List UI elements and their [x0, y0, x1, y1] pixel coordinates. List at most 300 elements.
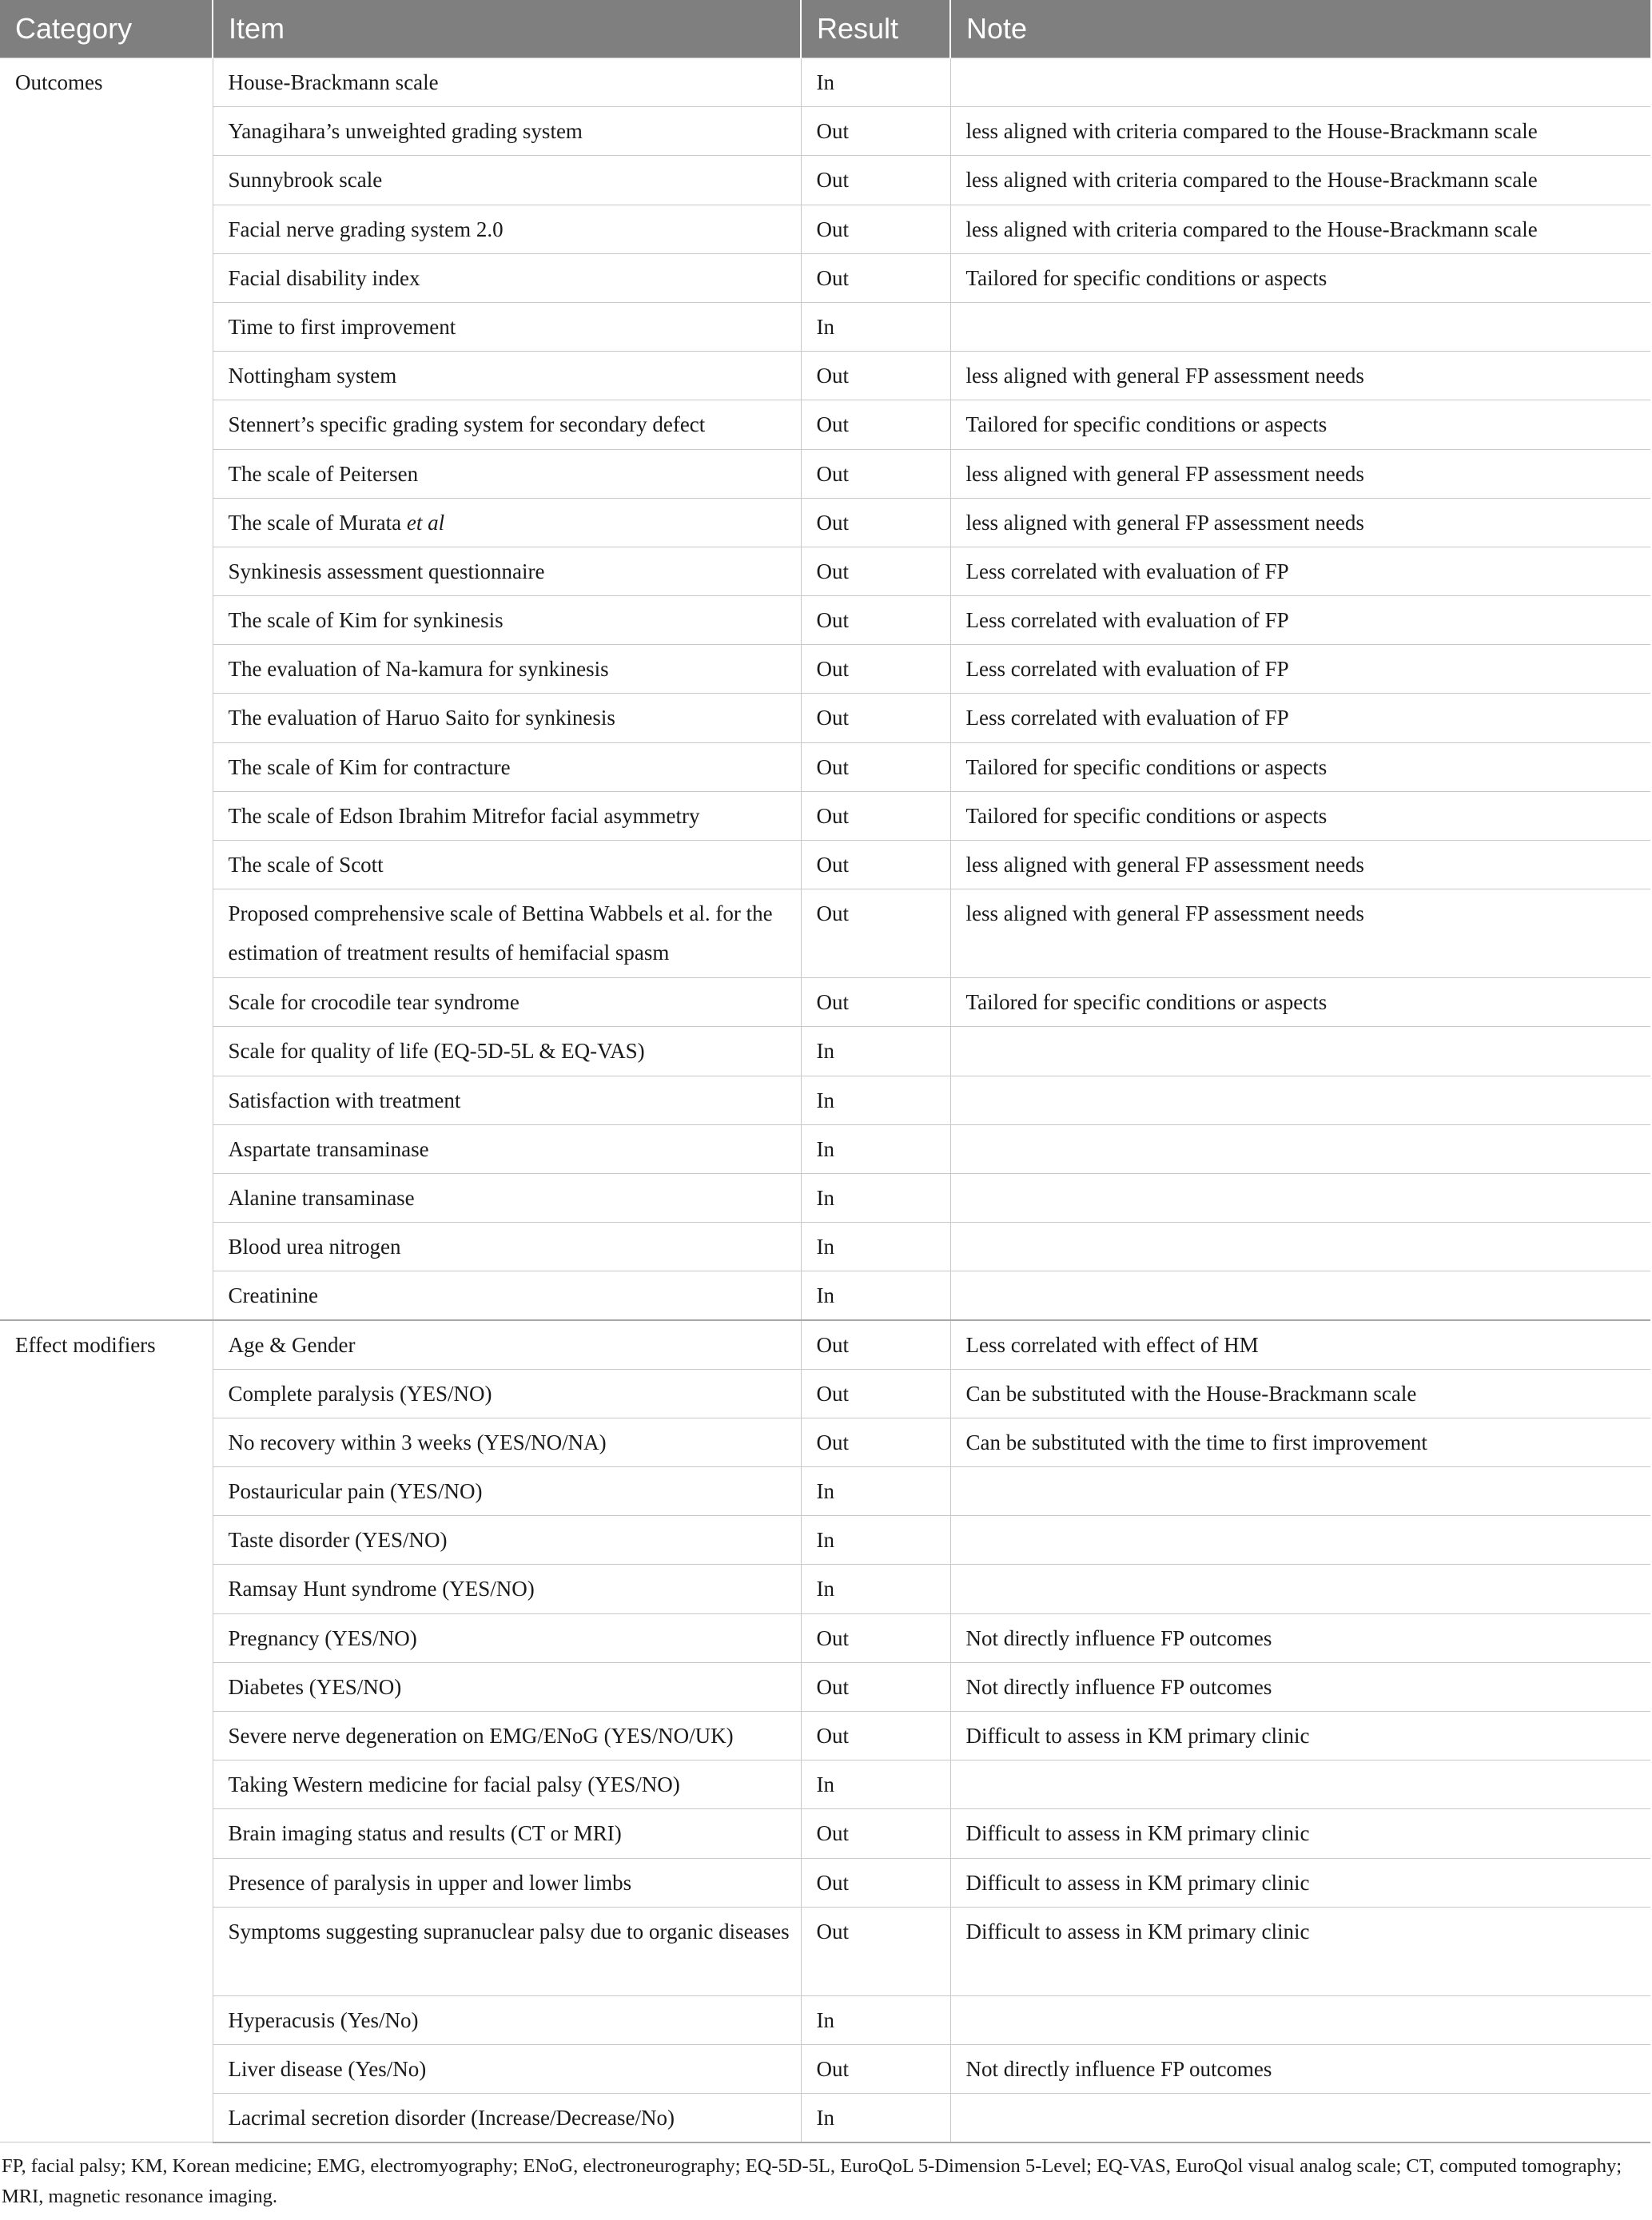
- result-cell: [801, 498, 950, 547]
- result-cell: [801, 2044, 950, 2093]
- result-cell: [801, 1173, 950, 1222]
- result-text: In: [816, 1283, 834, 1308]
- item-text: The scale of Peitersen: [228, 461, 419, 486]
- item-text: Liver disease (Yes/No): [228, 2056, 427, 2081]
- result-cell: [801, 1565, 950, 1613]
- note-text: less aligned with criteria compared to the House-Brackmann scale: [965, 119, 1538, 144]
- result-text: Out: [816, 1430, 849, 1454]
- item-text: Presence of paralysis in upper and lower limbs: [228, 1870, 632, 1895]
- item-wrap: [229, 1032, 791, 1071]
- note-text: Less correlated with evaluation of FP: [965, 608, 1289, 633]
- item-text: Complete paralysis (YES/NO): [228, 1381, 492, 1406]
- item-cell: [213, 1271, 801, 1320]
- item-cell: [213, 2094, 801, 2142]
- result-cell: [801, 400, 950, 449]
- table-row: [0, 1320, 1650, 1369]
- result-cell: [801, 1662, 950, 1711]
- result-cell: [801, 1369, 950, 1418]
- result-text: Out: [816, 364, 849, 388]
- result-text: Out: [816, 1919, 849, 1943]
- note-text: Difficult to assess in KM primary clinic: [965, 1919, 1310, 1943]
- table-row: [0, 1995, 1650, 2044]
- result-text: Out: [816, 1381, 849, 1406]
- item-cell: [213, 1858, 801, 1907]
- item-cell: [213, 547, 801, 595]
- result-text: In: [816, 1088, 834, 1112]
- note-text: Less correlated with effect of HM: [965, 1333, 1259, 1357]
- note-cell: [950, 449, 1650, 498]
- item-text: The scale of Murata: [228, 510, 402, 535]
- result-cell: [801, 1418, 950, 1466]
- note-cell: [950, 2044, 1650, 2093]
- table-row: [0, 302, 1650, 351]
- header-category: Category: [0, 0, 213, 58]
- note-text: Tailored for specific conditions or aspects: [965, 754, 1328, 779]
- item-wrap: [229, 845, 791, 885]
- result-text: In: [816, 1772, 834, 1797]
- item-wrap: [229, 1912, 791, 1951]
- category-label: Outcomes: [15, 70, 103, 94]
- note-text: Not directly influence FP outcomes: [965, 2056, 1272, 2081]
- header-row: [0, 0, 1650, 58]
- table-row: [0, 2044, 1650, 2093]
- item-text: Yanagihara’s unweighted grading system: [228, 119, 583, 144]
- item-wrap: [229, 63, 791, 102]
- item-text: The scale of Scott: [228, 853, 384, 877]
- note-cell: [950, 1076, 1650, 1124]
- item-cell: [213, 841, 801, 889]
- table-row: [0, 449, 1650, 498]
- item-cell: [213, 742, 801, 791]
- note-text: less aligned with general FP assessment needs: [965, 461, 1364, 486]
- table-row: [0, 1613, 1650, 1662]
- item-text: Time to first improvement: [228, 314, 456, 339]
- result-text: In: [816, 1039, 834, 1064]
- result-text: In: [816, 1235, 834, 1259]
- item-cell: [213, 1173, 801, 1222]
- item-cell: [213, 1076, 801, 1124]
- result-cell: [801, 449, 950, 498]
- table-row: [0, 253, 1650, 302]
- item-cell: [213, 58, 801, 107]
- note-cell: [950, 1995, 1650, 2044]
- result-text: Out: [816, 1674, 849, 1699]
- note-cell: [950, 1369, 1650, 1418]
- note-text: Difficult to assess in KM primary clinic: [965, 1821, 1310, 1846]
- result-text: Out: [816, 1821, 849, 1846]
- item-wrap: [229, 2050, 791, 2089]
- item-cell: [213, 1613, 801, 1662]
- result-text: Out: [816, 1333, 849, 1357]
- note-cell: [950, 1173, 1650, 1222]
- item-wrap: [229, 1423, 791, 1462]
- result-cell: [801, 1516, 950, 1565]
- result-cell: [801, 694, 950, 742]
- table-row: [0, 1809, 1650, 1858]
- result-cell: [801, 1995, 950, 2044]
- item-cell: [213, 2044, 801, 2093]
- result-text: In: [816, 2106, 834, 2130]
- note-text: Not directly influence FP outcomes: [965, 1674, 1272, 1699]
- item-text: Aspartate transaminase: [228, 1136, 429, 1161]
- item-text: The scale of Edson Ibrahim Mitrefor facial asymmetry: [228, 803, 700, 828]
- item-text: Synkinesis assessment questionnaire: [228, 559, 545, 583]
- table-row: [0, 1369, 1650, 1418]
- result-text: Out: [816, 706, 849, 730]
- table-row: [0, 107, 1650, 156]
- result-cell: [801, 1613, 950, 1662]
- item-wrap: [229, 2001, 791, 2040]
- result-text: Out: [816, 559, 849, 583]
- result-text: Out: [816, 901, 849, 926]
- note-cell: [950, 253, 1650, 302]
- note-text: Less correlated with evaluation of FP: [965, 706, 1289, 730]
- result-text: Out: [816, 1870, 849, 1895]
- item-text: The scale of Kim for synkinesis: [228, 608, 504, 633]
- note-cell: [950, 498, 1650, 547]
- item-cell: [213, 156, 801, 205]
- result-text: In: [816, 1577, 834, 1601]
- table-row: [0, 645, 1650, 694]
- item-text: Proposed comprehensive scale of Bettina Wabbels et al. for the estimation of treatment results of hemifacial spasm: [228, 901, 773, 965]
- table-row: [0, 156, 1650, 205]
- note-cell: [950, 58, 1650, 107]
- note-cell: [950, 547, 1650, 595]
- item-text: Stennert’s specific grading system for secondary defect: [228, 412, 706, 437]
- note-text: less aligned with general FP assessment needs: [965, 901, 1364, 926]
- note-text: Less correlated with evaluation of FP: [965, 559, 1289, 583]
- item-cell: [213, 1995, 801, 2044]
- item-wrap: [229, 161, 791, 200]
- category-cell: [0, 1320, 213, 2142]
- result-text: Out: [816, 168, 849, 193]
- item-text: The evaluation of Na-kamura for synkinesis: [228, 657, 609, 682]
- item-text: Pregnancy (YES/NO): [228, 1625, 417, 1650]
- table-row: [0, 1173, 1650, 1222]
- item-cell: [213, 498, 801, 547]
- table-row: [0, 791, 1650, 840]
- item-cell: [213, 1516, 801, 1565]
- note-cell: [950, 205, 1650, 253]
- item-wrap: [229, 698, 791, 738]
- result-cell: [801, 2094, 950, 2142]
- item-wrap: [229, 650, 791, 689]
- result-cell: [801, 645, 950, 694]
- item-text: House-Brackmann scale: [228, 70, 439, 94]
- item-italic-suffix: et al: [406, 510, 445, 535]
- item-wrap: [229, 1521, 791, 1560]
- note-cell: [950, 841, 1650, 889]
- item-wrap: [229, 1472, 791, 1511]
- item-cell: [213, 1223, 801, 1271]
- table-row: [0, 841, 1650, 889]
- item-text: Scale for crocodile tear syndrome: [228, 990, 519, 1015]
- note-cell: [950, 1271, 1650, 1320]
- result-text: In: [816, 70, 834, 94]
- result-cell: [801, 1223, 950, 1271]
- category-cell: [0, 58, 213, 1321]
- note-cell: [950, 791, 1650, 840]
- item-wrap: [229, 1864, 791, 1903]
- item-text: Taste disorder (YES/NO): [228, 1528, 448, 1553]
- table-row: [0, 1124, 1650, 1173]
- table-footnote: FP, facial palsy; KM, Korean medicine; EMG, electromyography; ENoG, electroneurography; EQ-5D-5L, EuroQoL 5-Dimension 5-Level; EQ-VAS, EuroQol visual analog scale; CT, computed tomography; MRI, magnetic resonance imaging.: [2, 2154, 1622, 2207]
- item-wrap: [229, 1227, 791, 1267]
- item-cell: [213, 107, 801, 156]
- item-cell: [213, 1760, 801, 1809]
- result-cell: [801, 107, 950, 156]
- item-wrap: [229, 748, 791, 787]
- result-text: Out: [816, 2056, 849, 2081]
- result-text: Out: [816, 803, 849, 828]
- table-row: [0, 58, 1650, 107]
- note-text: Less correlated with evaluation of FP: [965, 657, 1289, 682]
- result-text: In: [816, 1185, 834, 1210]
- item-wrap: [229, 1668, 791, 1707]
- result-text: Out: [816, 412, 849, 437]
- item-text: The scale of Kim for contracture: [228, 754, 511, 779]
- item-wrap: [229, 112, 791, 151]
- result-cell: [801, 978, 950, 1027]
- table-row: [0, 2094, 1650, 2142]
- table-row: [0, 1418, 1650, 1466]
- item-text: The evaluation of Haruo Saito for synkinesis: [228, 706, 615, 730]
- item-wrap: [229, 503, 791, 543]
- note-cell: [950, 645, 1650, 694]
- item-wrap: [229, 1276, 791, 1315]
- item-wrap: [229, 894, 791, 973]
- item-cell: [213, 1712, 801, 1760]
- item-wrap: [229, 797, 791, 836]
- table-row: [0, 1858, 1650, 1907]
- item-cell: [213, 205, 801, 253]
- result-text: In: [816, 314, 834, 339]
- note-cell: [950, 156, 1650, 205]
- item-text: No recovery within 3 weeks (YES/NO/NA): [228, 1430, 607, 1454]
- table-row: [0, 1565, 1650, 1613]
- note-text: less aligned with criteria compared to the House-Brackmann scale: [965, 168, 1538, 193]
- item-cell: [213, 1662, 801, 1711]
- item-cell: [213, 352, 801, 400]
- item-text: Satisfaction with treatment: [228, 1088, 461, 1112]
- item-text: Sunnybrook scale: [228, 168, 383, 193]
- note-cell: [950, 978, 1650, 1027]
- note-cell: [950, 1760, 1650, 1809]
- note-cell: [950, 1565, 1650, 1613]
- result-cell: [801, 1076, 950, 1124]
- note-cell: [950, 1124, 1650, 1173]
- header-result: Result: [801, 0, 950, 58]
- note-cell: [950, 1907, 1650, 1995]
- table-row: [0, 1271, 1650, 1320]
- note-cell: [950, 352, 1650, 400]
- note-text: less aligned with criteria compared to the House-Brackmann scale: [965, 217, 1538, 241]
- note-text: Difficult to assess in KM primary clinic: [965, 1870, 1310, 1895]
- table-row: [0, 1223, 1650, 1271]
- item-wrap: [229, 1814, 791, 1853]
- note-text: less aligned with general FP assessment needs: [965, 853, 1364, 877]
- item-cell: [213, 978, 801, 1027]
- item-text: Ramsay Hunt syndrome (YES/NO): [228, 1577, 535, 1601]
- note-cell: [950, 694, 1650, 742]
- result-cell: [801, 302, 950, 351]
- note-cell: [950, 2094, 1650, 2142]
- result-text: Out: [816, 754, 849, 779]
- note-text: less aligned with general FP assessment needs: [965, 510, 1364, 535]
- note-cell: [950, 302, 1650, 351]
- result-cell: [801, 1124, 950, 1173]
- item-cell: [213, 1907, 801, 1995]
- item-cell: [213, 596, 801, 645]
- item-wrap: [229, 1081, 791, 1120]
- item-text: Diabetes (YES/NO): [228, 1674, 402, 1699]
- result-cell: [801, 1027, 950, 1076]
- note-cell: [950, 742, 1650, 791]
- note-cell: [950, 1516, 1650, 1565]
- table-row: [0, 400, 1650, 449]
- note-cell: [950, 1613, 1650, 1662]
- note-text: Difficult to assess in KM primary clinic: [965, 1724, 1310, 1748]
- result-text: Out: [816, 265, 849, 290]
- note-text: Can be substituted with the time to first improvement: [965, 1430, 1427, 1454]
- item-text: Nottingham system: [228, 364, 397, 388]
- item-wrap: [229, 1570, 791, 1609]
- note-cell: [950, 400, 1650, 449]
- item-cell: [213, 889, 801, 978]
- table-row: [0, 742, 1650, 791]
- item-text: Lacrimal secretion disorder (Increase/Decrease/No): [228, 2106, 675, 2130]
- item-text: Blood urea nitrogen: [228, 1235, 401, 1259]
- item-cell: [213, 1418, 801, 1466]
- table-row: [0, 889, 1650, 978]
- result-text: Out: [816, 657, 849, 682]
- result-cell: [801, 1907, 950, 1995]
- item-wrap: [229, 983, 791, 1022]
- result-text: Out: [816, 1724, 849, 1748]
- item-wrap: [229, 308, 791, 347]
- item-cell: [213, 645, 801, 694]
- item-cell: [213, 1369, 801, 1418]
- note-cell: [950, 1662, 1650, 1711]
- result-text: In: [816, 1136, 834, 1161]
- note-text: Not directly influence FP outcomes: [965, 1625, 1272, 1650]
- item-cell: [213, 1809, 801, 1858]
- result-text: Out: [816, 461, 849, 486]
- note-cell: [950, 1223, 1650, 1271]
- item-text: Scale for quality of life (EQ-5D-5L & EQ-VAS): [228, 1039, 645, 1064]
- note-text: Tailored for specific conditions or aspects: [965, 990, 1328, 1015]
- table-row: [0, 1907, 1650, 1995]
- item-cell: [213, 1320, 801, 1369]
- note-cell: [950, 1320, 1650, 1369]
- result-cell: [801, 156, 950, 205]
- category-label: Effect modifiers: [15, 1333, 156, 1357]
- item-cell: [213, 449, 801, 498]
- result-cell: [801, 1760, 950, 1809]
- result-text: In: [816, 2007, 834, 2032]
- result-cell: [801, 253, 950, 302]
- item-wrap: [229, 210, 791, 249]
- result-cell: [801, 1320, 950, 1369]
- item-wrap: [229, 356, 791, 396]
- result-text: In: [816, 1479, 834, 1504]
- table-row: [0, 352, 1650, 400]
- table-row: [0, 1076, 1650, 1124]
- item-text: Brain imaging status and results (CT or MRI): [228, 1821, 622, 1846]
- item-cell: [213, 1124, 801, 1173]
- item-text: Postauricular pain (YES/NO): [228, 1479, 483, 1504]
- item-cell: [213, 302, 801, 351]
- table-row: [0, 1712, 1650, 1760]
- header-note: Note: [950, 0, 1650, 58]
- note-cell: [950, 1712, 1650, 1760]
- result-cell: [801, 791, 950, 840]
- note-cell: [950, 889, 1650, 978]
- header-item: Item: [213, 0, 801, 58]
- note-cell: [950, 1418, 1650, 1466]
- table-row: [0, 1516, 1650, 1565]
- item-wrap: [229, 1619, 791, 1658]
- item-cell: [213, 694, 801, 742]
- item-wrap: [229, 2099, 791, 2138]
- result-cell: [801, 1271, 950, 1320]
- table-row: [0, 498, 1650, 547]
- item-wrap: [229, 259, 791, 298]
- item-text: Alanine transaminase: [228, 1185, 415, 1210]
- result-cell: [801, 742, 950, 791]
- result-cell: [801, 889, 950, 978]
- result-cell: [801, 1858, 950, 1907]
- result-cell: [801, 205, 950, 253]
- table-row: [0, 596, 1650, 645]
- table-row: [0, 1027, 1650, 1076]
- table-row: [0, 1760, 1650, 1809]
- item-text: Taking Western medicine for facial palsy (YES/NO): [228, 1772, 680, 1797]
- item-cell: [213, 791, 801, 840]
- item-text: Facial disability index: [228, 265, 420, 290]
- note-text: Can be substituted with the House-Brackmann scale: [965, 1381, 1417, 1406]
- table-header: [0, 0, 1650, 58]
- item-cell: [213, 1467, 801, 1516]
- result-cell: [801, 841, 950, 889]
- note-cell: [950, 107, 1650, 156]
- note-cell: [950, 1027, 1650, 1076]
- result-cell: [801, 547, 950, 595]
- note-cell: [950, 1858, 1650, 1907]
- item-text: Symptoms suggesting supranuclear palsy due to organic diseases: [228, 1919, 790, 1943]
- note-text: Tailored for specific conditions or aspects: [965, 803, 1328, 828]
- result-cell: [801, 352, 950, 400]
- item-wrap: [229, 1717, 791, 1756]
- result-text: Out: [816, 608, 849, 633]
- result-text: In: [816, 1528, 834, 1553]
- item-cell: [213, 1027, 801, 1076]
- result-cell: [801, 596, 950, 645]
- item-wrap: [229, 1179, 791, 1218]
- item-text: Age & Gender: [228, 1333, 356, 1357]
- note-text: Tailored for specific conditions or aspects: [965, 412, 1328, 437]
- item-wrap: [229, 1130, 791, 1169]
- item-wrap: [229, 455, 791, 494]
- result-text: Out: [816, 990, 849, 1015]
- item-wrap: [229, 1765, 791, 1804]
- result-cell: [801, 58, 950, 107]
- table-body: [0, 58, 1650, 2142]
- note-text: less aligned with general FP assessment needs: [965, 364, 1364, 388]
- result-text: Out: [816, 1625, 849, 1650]
- table-row: [0, 978, 1650, 1027]
- note-text: Tailored for specific conditions or aspects: [965, 265, 1328, 290]
